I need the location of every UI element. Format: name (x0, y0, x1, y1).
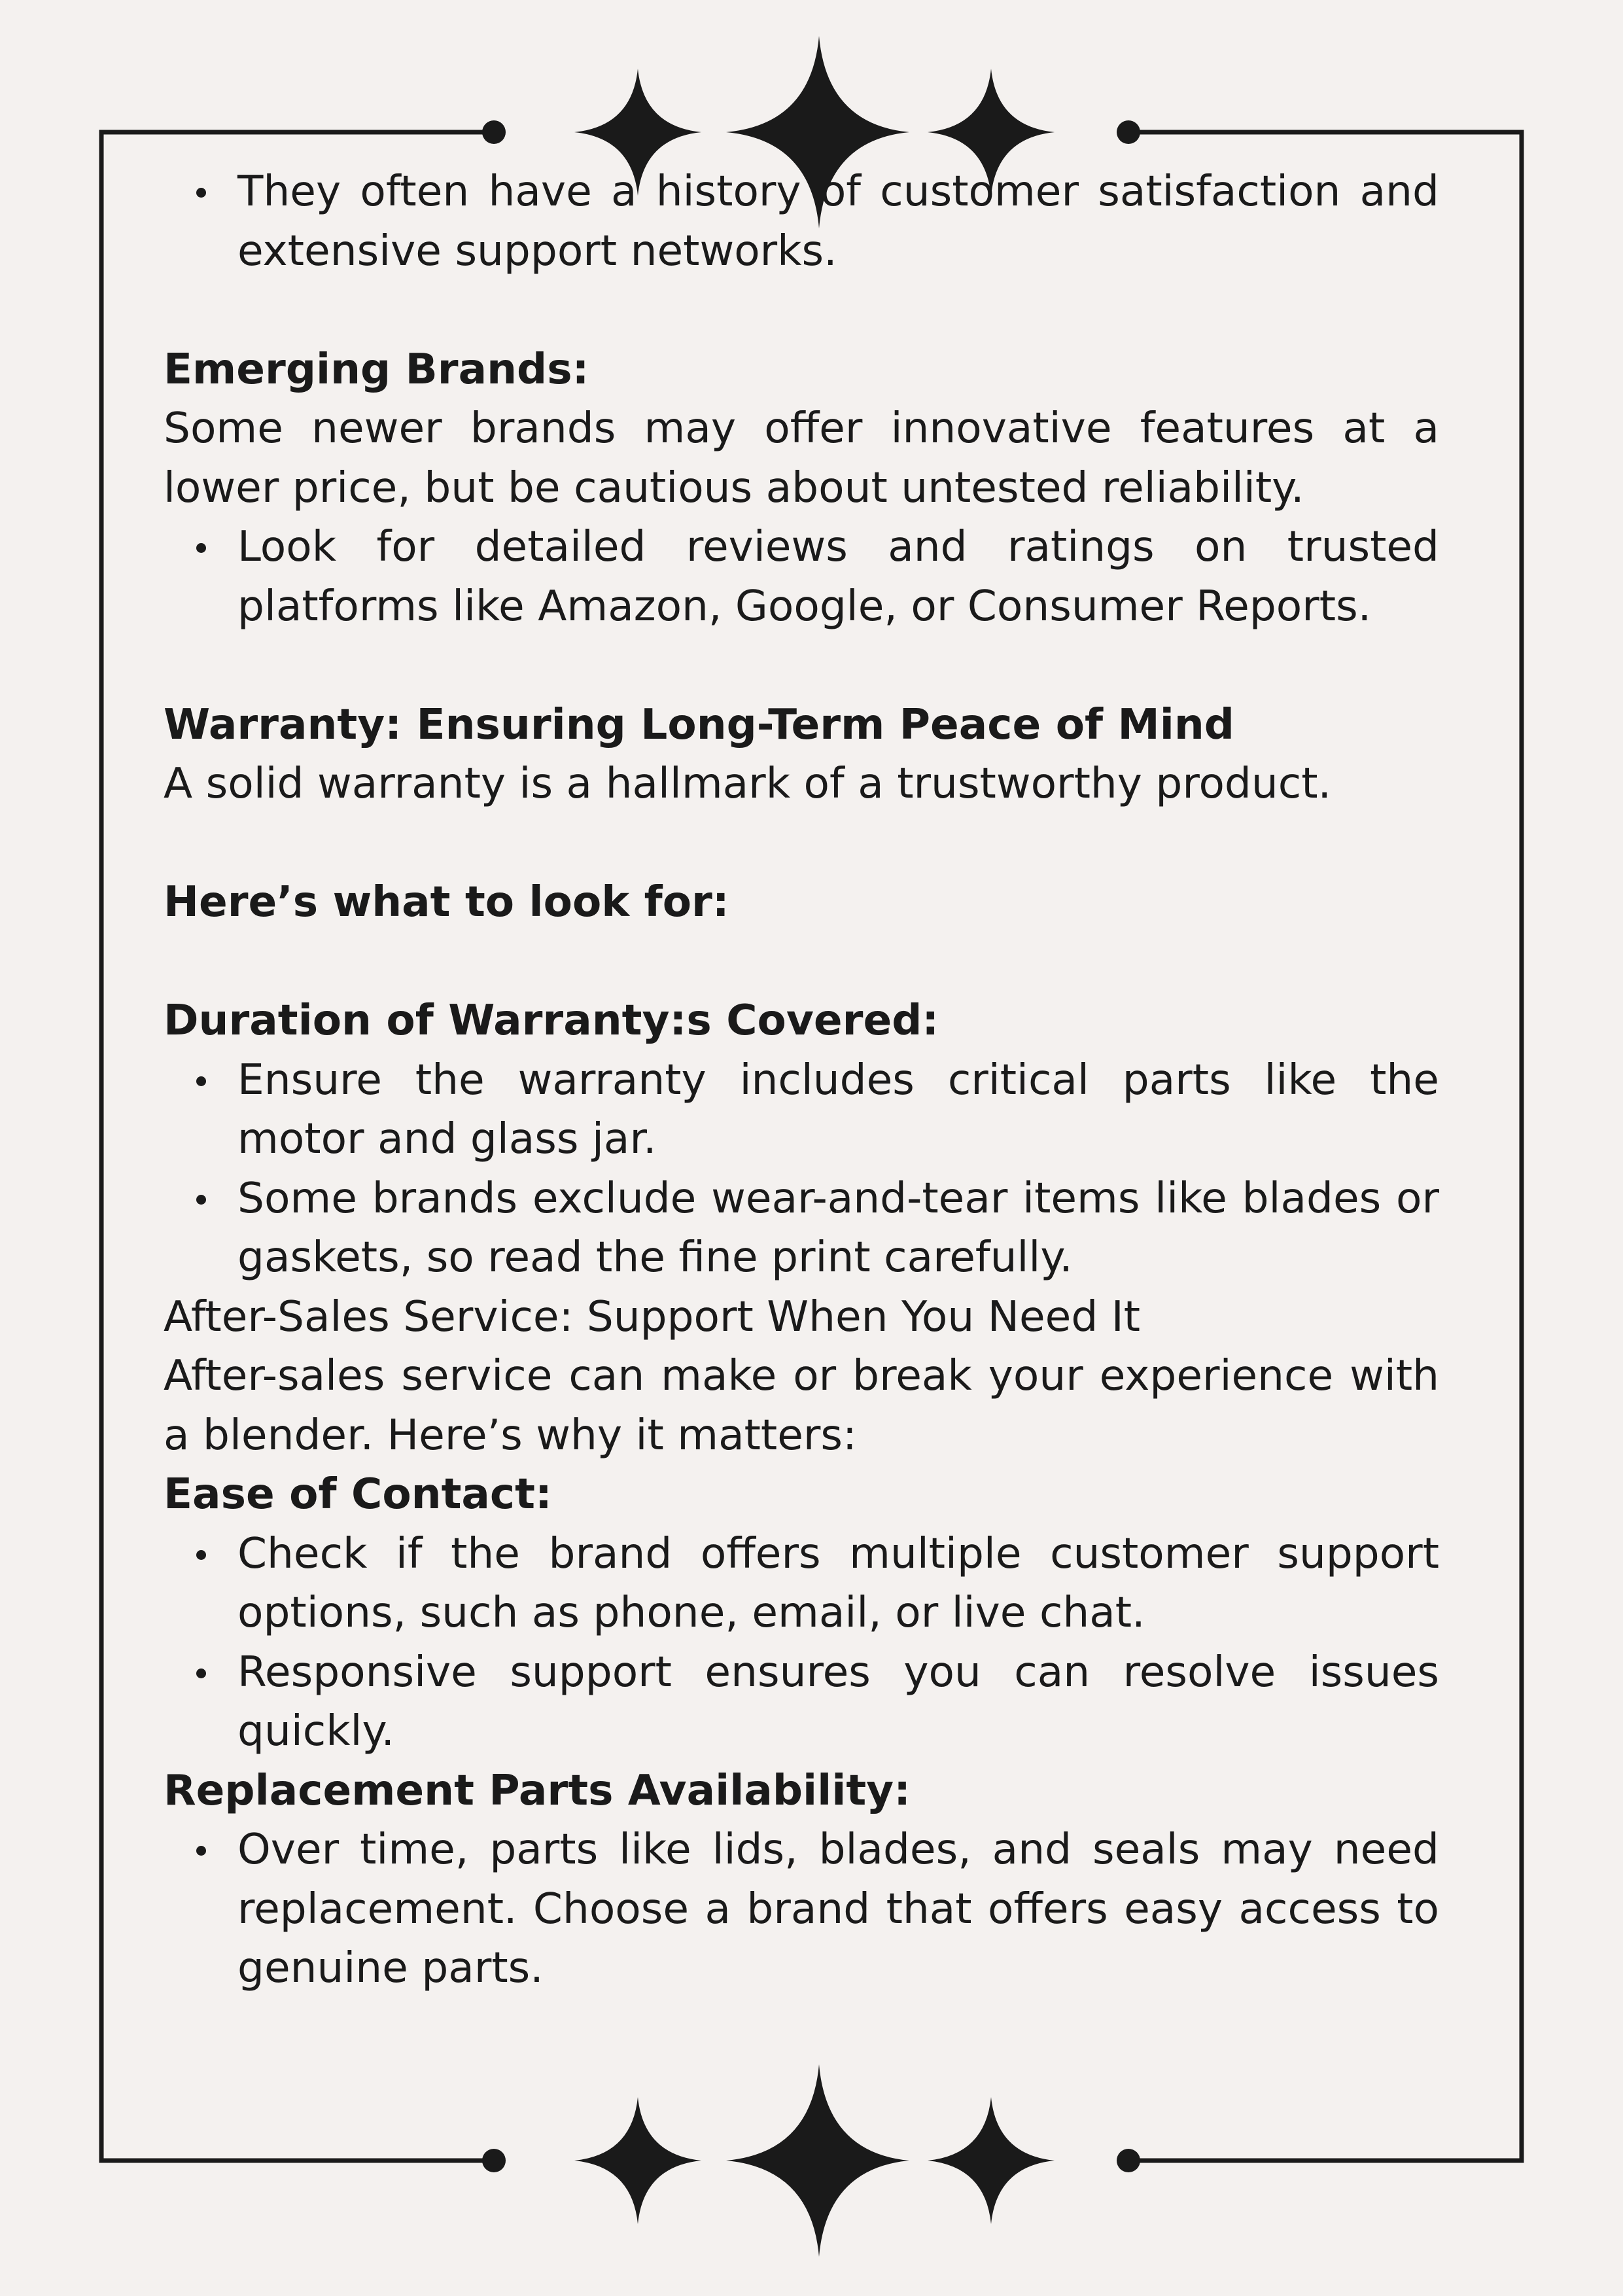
frame-dot (1117, 120, 1140, 144)
bullet-icon (196, 1195, 206, 1205)
contact-bullet-list (164, 1525, 1439, 1761)
bullet-icon (196, 1550, 206, 1560)
paragraph: Some newer brands may offer innovative features at a lower price, but be cautious about untested reliability. (164, 404, 1439, 512)
frame-dot (482, 2149, 506, 2172)
list-item: Ensure the warranty includes critical parts like the motor and glass jar. (164, 1051, 1439, 1169)
section-heading-parts: Replacement Parts Availability: (164, 1765, 911, 1815)
section-heading-lookfor: Here’s what to look for: (164, 877, 729, 927)
bullet-icon (196, 543, 206, 553)
section-heading-warranty: Warranty: Ensuring Long-Term Peace of Mind (164, 699, 1234, 749)
duration-bullet-list (164, 1051, 1439, 1288)
section-heading-duration: Duration of Warranty:s Covered: (164, 996, 939, 1045)
emerging-bullet-list (164, 518, 1439, 636)
paragraph: After-sales service can make or break your experience with a blender. Here’s why it matters: (164, 1351, 1439, 1460)
frame-dot (1117, 2149, 1140, 2172)
paragraph: A solid warranty is a hallmark of a trustworthy product. (164, 759, 1331, 808)
section-heading-contact: Ease of Contact: (164, 1470, 552, 1519)
sparkle-icon (726, 2064, 909, 2257)
list-item: Some brands exclude wear-and-tear items like blades or gaskets, so read the fine print carefully. (164, 1169, 1439, 1288)
intro-bullet-list (164, 162, 1439, 281)
list-item: Over time, parts like lids, blades, and seals may need replacement. Choose a brand that offers easy access to genuine parts. (164, 1820, 1439, 1998)
frame-dot (482, 120, 506, 144)
bullet-icon (196, 188, 206, 198)
document-body (164, 162, 1439, 1998)
sparkle-icon (574, 2097, 701, 2224)
section-title-aftersales: After-Sales Service: Support When You Need It (164, 1292, 1141, 1341)
list-item: Responsive support ensures you can resolve issues quickly. (164, 1643, 1439, 1761)
bullet-icon (196, 1846, 206, 1856)
bullet-icon (196, 1076, 206, 1086)
list-item: They often have a history of customer satisfaction and extensive support networks. (164, 162, 1439, 281)
section-heading-emerging: Emerging Brands: (164, 344, 589, 394)
sparkle-icon (928, 2097, 1055, 2224)
parts-bullet-list (164, 1820, 1439, 1998)
list-item: Look for detailed reviews and ratings on trusted platforms like Amazon, Google, or Consumer Reports. (164, 518, 1439, 636)
list-item: Check if the brand offers multiple customer support options, such as phone, email, or live chat. (164, 1525, 1439, 1643)
bullet-icon (196, 1669, 206, 1678)
